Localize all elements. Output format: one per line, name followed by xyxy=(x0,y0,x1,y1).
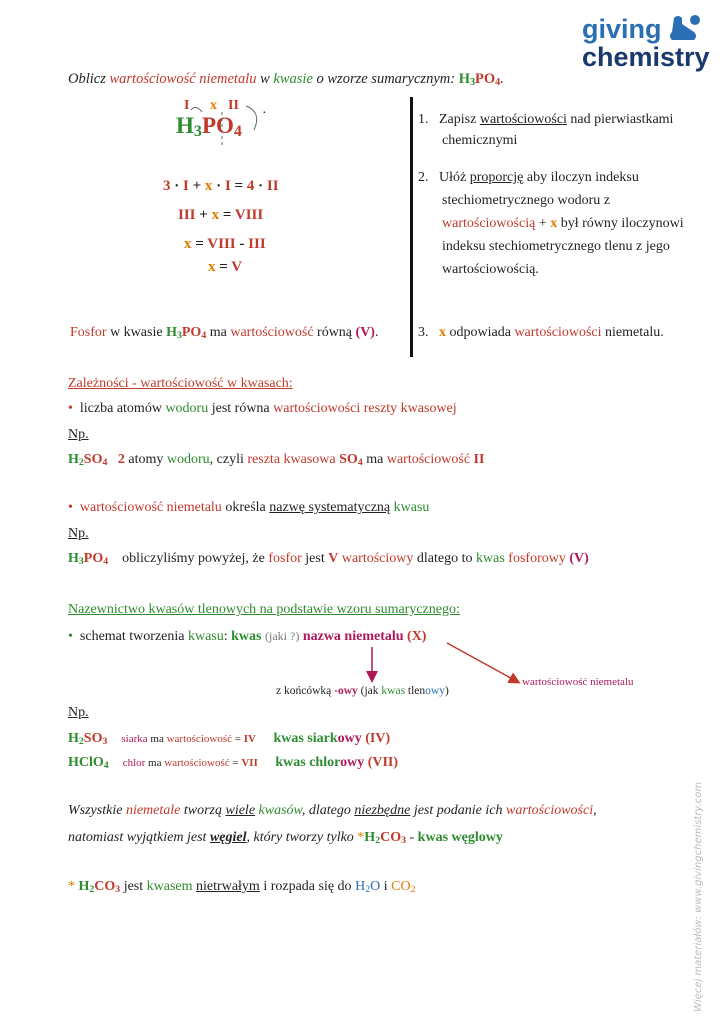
np-label-3: Np. xyxy=(68,705,89,720)
text: tworzą xyxy=(180,803,226,818)
eq-op: - xyxy=(235,236,249,252)
text: nazwa niemetalu xyxy=(302,629,404,644)
s: 4 xyxy=(201,329,207,341)
s: 3 xyxy=(401,834,406,846)
text: owy xyxy=(425,685,445,697)
bullet: • xyxy=(68,500,73,515)
f: SO xyxy=(83,452,103,467)
text: ma xyxy=(362,452,387,467)
diagram-h: H xyxy=(176,113,194,138)
text: , który tworzy tylko xyxy=(246,830,358,845)
f: H xyxy=(68,551,79,566)
text: kwas xyxy=(381,685,406,697)
formula xyxy=(364,830,406,845)
text: niemetale xyxy=(125,803,181,818)
text: Wszystkie xyxy=(68,803,126,818)
text: schemat tworzenia xyxy=(79,629,188,644)
diagram-sub: 4 xyxy=(233,123,242,141)
step-text: wartościowości xyxy=(514,325,602,340)
text: fosforowy xyxy=(508,551,566,566)
text: jest równa xyxy=(208,401,274,416)
small xyxy=(121,733,256,745)
text: kwasem xyxy=(146,879,193,894)
text: , xyxy=(593,803,597,818)
bullet: • xyxy=(68,401,73,416)
formula xyxy=(391,879,415,894)
f: SO xyxy=(83,731,103,746)
f: PO xyxy=(181,325,202,340)
eq-term: I xyxy=(183,178,189,194)
footer-line-3 xyxy=(68,879,415,895)
intro-text: w xyxy=(256,71,274,87)
logo-word-giving: giving xyxy=(582,14,662,44)
text: jest podanie ich xyxy=(410,803,506,818)
section2-example1 xyxy=(68,731,390,747)
formula-rest: PO xyxy=(475,71,496,87)
step-text: aby iloczyn indeksu xyxy=(523,170,639,185)
diagram-sub: 3 xyxy=(193,123,202,141)
text: ma xyxy=(147,733,167,745)
text: określa xyxy=(221,500,270,515)
s: 4 xyxy=(103,555,109,567)
eq-term: x xyxy=(211,207,220,223)
step-text: indeksu stechiometrycznego tlenu z jego xyxy=(442,239,670,254)
text: i xyxy=(380,879,392,894)
text: kwasu xyxy=(393,500,430,515)
value: (V) xyxy=(569,551,589,566)
text: wodoru xyxy=(165,401,209,416)
intro-text: Oblicz xyxy=(68,71,110,87)
small xyxy=(123,757,258,769)
text: wartościowość niemetalu xyxy=(79,500,222,515)
text: reszta kwasowa xyxy=(247,452,336,467)
formula-sub: 4 xyxy=(495,77,501,89)
conc-text: . xyxy=(374,325,379,340)
step-num: 1. xyxy=(418,112,429,127)
text: wartościowości reszty kwasowej xyxy=(273,401,457,416)
eq-op: · xyxy=(170,178,184,194)
eq-term: 4 xyxy=(246,178,255,194)
conc-text: w kwasie xyxy=(106,325,167,340)
num: 2 xyxy=(117,452,125,467)
conc-text: ma xyxy=(206,325,231,340)
np-label-1: Np. xyxy=(68,427,89,442)
step-text: proporcję xyxy=(469,170,524,185)
eq-op: + xyxy=(188,178,205,194)
eq-term: x xyxy=(204,178,213,194)
text: -owy xyxy=(334,685,358,697)
text: owy xyxy=(337,731,362,746)
annotation-suffix xyxy=(276,685,449,697)
section1-heading: Zależności - wartościowość w kwasach: xyxy=(68,376,293,391)
eq-term: III xyxy=(178,207,196,223)
f: O xyxy=(370,879,381,894)
text: niezbędne xyxy=(354,803,411,818)
text: IV xyxy=(243,733,256,745)
text: (jak xyxy=(357,685,382,697)
text: (jaki ?) xyxy=(265,629,300,643)
s: 2 xyxy=(78,735,84,747)
text: owy xyxy=(340,755,365,770)
text: węgiel xyxy=(209,830,247,845)
formula-sub: 3 xyxy=(469,77,476,89)
text: * xyxy=(68,879,75,894)
value: V xyxy=(328,551,339,566)
eq-term: VIII xyxy=(234,207,264,223)
value: II xyxy=(473,452,485,467)
valence-h: I xyxy=(184,98,190,113)
eq-term: I xyxy=(224,178,231,194)
conc-word: wartościowość xyxy=(230,325,314,340)
text: nazwę systematyczną xyxy=(269,500,391,515)
text: jest xyxy=(120,879,147,894)
text: : xyxy=(223,629,232,644)
f: HClO xyxy=(68,755,104,770)
eq-op: · xyxy=(254,178,267,194)
s: 3 xyxy=(78,555,84,567)
step-text: Ułóż xyxy=(439,170,470,185)
text: fosfor xyxy=(268,551,302,566)
text: dlatego to xyxy=(413,551,477,566)
text: ma xyxy=(145,757,165,769)
step-text: chemicznymi xyxy=(442,133,518,148)
eq-term: x xyxy=(184,236,192,252)
annotation-valence: wartościowość niemetalu xyxy=(522,676,634,688)
text: obliczyliśmy powyżej, że xyxy=(122,551,269,566)
eq-op: = xyxy=(219,207,235,223)
f: H xyxy=(68,731,79,746)
f: H xyxy=(166,325,177,340)
diagram-dot: · xyxy=(262,106,267,121)
text: = xyxy=(229,757,242,769)
step-text: niemetalu. xyxy=(601,325,664,340)
step-text: był równy iloczynowi xyxy=(557,216,684,231)
conc-word: Fosfor xyxy=(70,325,107,340)
text: , czyli xyxy=(209,452,248,467)
text: kwasów xyxy=(258,803,302,818)
text: i rozpada się do xyxy=(259,879,356,894)
step-num: 2. xyxy=(418,170,429,185)
text: liczba atomów xyxy=(79,401,166,416)
eq-term: 3 xyxy=(163,178,171,194)
diagram-o: O xyxy=(216,113,234,138)
text: wartościowość xyxy=(386,452,471,467)
formula xyxy=(79,879,121,894)
logo-word-chemistry: chemistry xyxy=(582,42,710,72)
diagram-p: P xyxy=(201,113,216,138)
intro-text: . xyxy=(500,71,504,87)
text: * xyxy=(357,830,365,845)
s: 2 xyxy=(78,456,84,468)
text: nietrwałym xyxy=(196,879,260,894)
eq-op: = xyxy=(215,259,232,275)
s: 2 xyxy=(365,883,371,895)
text: siark xyxy=(307,731,338,746)
step-text: stechiometrycznego wodoru z xyxy=(442,193,610,208)
formula xyxy=(68,731,107,746)
f: H xyxy=(364,830,376,845)
s: 2 xyxy=(89,883,95,895)
text: kwas xyxy=(275,755,310,770)
eq-term: V xyxy=(231,259,243,275)
text: (IV) xyxy=(361,731,391,746)
intro-text: o wzorze sumarycznym: xyxy=(312,71,459,87)
bullet: • xyxy=(68,629,73,644)
footer-line-1 xyxy=(68,803,597,819)
s: 2 xyxy=(375,834,381,846)
text: z końcówką xyxy=(276,685,335,697)
text: - xyxy=(406,830,418,845)
step-text: Zapisz xyxy=(439,112,480,127)
s: 4 xyxy=(357,456,363,468)
step-num: 3. xyxy=(418,325,429,340)
text: wiele xyxy=(225,803,256,818)
text: , dlatego xyxy=(301,803,355,818)
eq-op: = xyxy=(230,178,247,194)
f: SO xyxy=(339,452,358,467)
step-text: nad pierwiastkami xyxy=(566,112,674,127)
valence-o: II xyxy=(228,98,239,113)
f: PO xyxy=(83,551,104,566)
step-text: x xyxy=(550,216,558,231)
text: kwas xyxy=(273,731,308,746)
text: = xyxy=(231,733,244,745)
text: kwasu xyxy=(187,629,224,644)
section2-heading: Nazewnictwo kwasów tlenowych na podstawie wzoru sumarycznego: xyxy=(68,602,460,617)
text: ) xyxy=(444,685,449,697)
eq-term: VIII xyxy=(207,236,236,252)
s: 4 xyxy=(102,456,108,468)
conc-value: (V) xyxy=(355,325,375,340)
eq-op: + xyxy=(195,207,212,223)
formula-h: H xyxy=(458,71,470,87)
f: CO xyxy=(391,879,411,894)
text: chlor xyxy=(122,757,146,769)
f: CO xyxy=(380,830,402,845)
conc-text: równą xyxy=(313,325,356,340)
side-watermark: Więcej materiałów: www.givingchemistry.com xyxy=(693,781,704,1012)
step-text: + xyxy=(535,216,551,231)
text: kwas xyxy=(231,629,262,644)
text: wartościowość xyxy=(166,733,232,745)
text: atomy xyxy=(124,452,167,467)
s: 3 xyxy=(176,329,182,341)
s: 3 xyxy=(115,883,121,895)
step-text: x xyxy=(439,325,446,340)
step-text: wartościowości xyxy=(479,112,567,127)
text: wodoru xyxy=(166,452,210,467)
text: natomiast wyjątkiem jest xyxy=(68,830,210,845)
s: 2 xyxy=(410,883,416,895)
eq-op: = xyxy=(191,236,208,252)
text: wartościowy xyxy=(341,551,414,566)
valence-x: x xyxy=(210,98,217,113)
text: chlor xyxy=(309,755,341,770)
intro-acid: kwasie xyxy=(273,71,313,87)
s: 3 xyxy=(102,735,108,747)
formula xyxy=(68,755,109,770)
step-text: wartościowością. xyxy=(442,262,539,277)
np-label-2: Np. xyxy=(68,526,89,541)
section2-example2 xyxy=(68,755,398,771)
formula xyxy=(355,879,380,894)
text: jest xyxy=(301,551,329,566)
text: wartościowości xyxy=(505,803,594,818)
text: kwas xyxy=(476,551,505,566)
f: CO xyxy=(94,879,116,894)
step-text: odpowiada xyxy=(446,325,515,340)
eq-term: II xyxy=(266,178,279,194)
text: (VII) xyxy=(364,755,399,770)
eq-term: III xyxy=(248,236,266,252)
text: siarka xyxy=(121,733,148,745)
f: H xyxy=(68,452,79,467)
text: tlen xyxy=(405,685,426,697)
text: kwas węglowy xyxy=(417,830,503,845)
step-text: wartościowością xyxy=(442,216,536,231)
f: H xyxy=(78,879,90,894)
s: 4 xyxy=(103,759,109,771)
eq-term: x xyxy=(208,259,216,275)
text: VII xyxy=(241,757,258,769)
intro-valence: wartościowość niemetalu xyxy=(109,71,257,87)
footer-line-2 xyxy=(68,830,503,846)
text: wartościowość xyxy=(164,757,230,769)
text: (X) xyxy=(407,629,427,644)
eq-op: · xyxy=(212,178,225,194)
f: H xyxy=(355,879,366,894)
